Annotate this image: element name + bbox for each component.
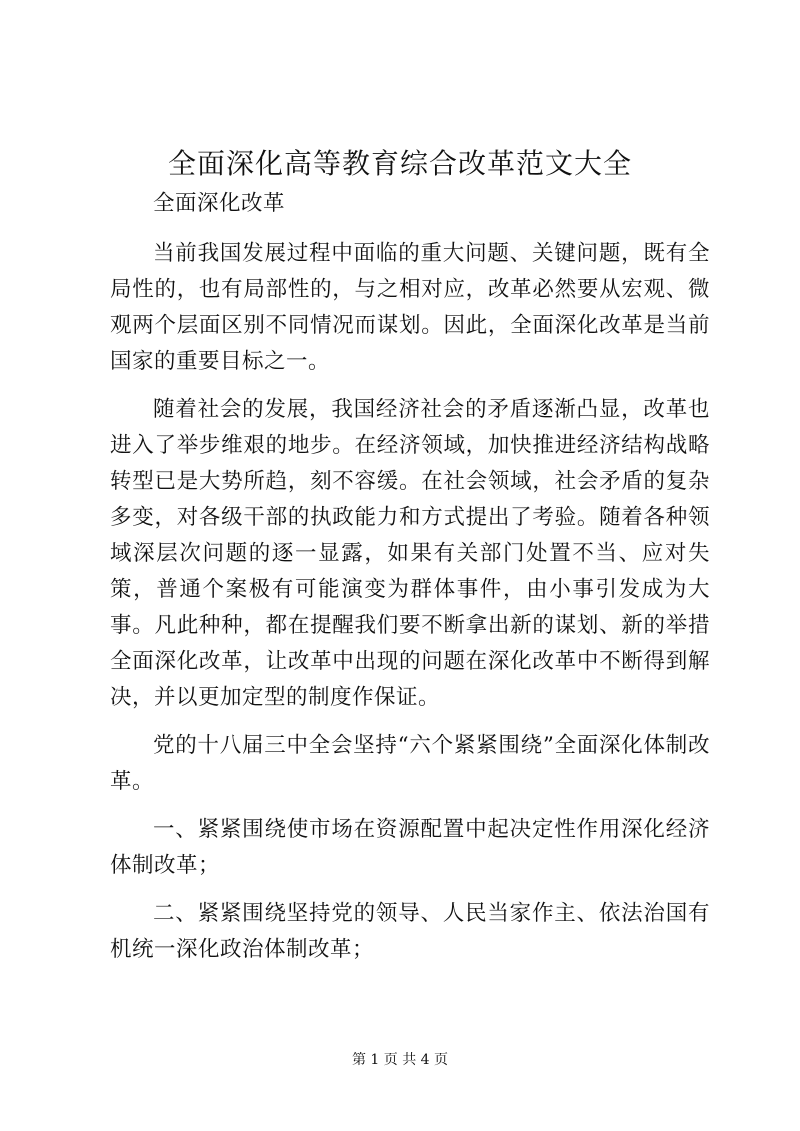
section-heading: 全面深化改革 (153, 191, 286, 216)
document-title: 全面深化高等教育综合改革范文大全 (167, 147, 632, 180)
paragraph: 一、紧紧围绕使市场在资源配置中起决定性作用深化经济体制改革； (110, 817, 710, 878)
paragraph: 二、紧紧围绕坚持党的领导、人民当家作主、依法治国有机统一深化政治体制改革； (110, 901, 710, 962)
document-body (110, 186, 710, 980)
paragraph: 随着社会的发展，我国经济社会的矛盾逐渐凸显，改革也进入了举步维艰的地步。在经济领域，加快推进经济结构战略转型已是大势所趋，刻不容缓。在社会领域，社会矛盾的复杂多变，对各级干部的执政能力和方式提出了考验。随着各种领域深层次问题的逐一显露，如果有关部门处置不当、应对失策，普通个案极有可能演变为群体事件，由小事引发成为大事。凡此种种，都在提醒我们要不断拿出新的谋划、新的举措全面深化改革，让改革中出现的问题在深化改革中不断得到解决，并以更加定型的制度作保证。 (110, 397, 710, 710)
paragraph: 当前我国发展过程中面临的重大问题、关键问题，既有全局性的，也有局部性的，与之相对应，改革必然要从宏观、微观两个层面区别不同情况而谋划。因此，全面深化改革是当前国家的重要目标之一。 (110, 241, 710, 374)
paragraph: 党的十八届三中全会坚持“六个紧紧围绕”全面深化体制改革。 (110, 733, 710, 794)
page-number-footer: 第 1 页 共 4 页 (351, 1052, 449, 1068)
